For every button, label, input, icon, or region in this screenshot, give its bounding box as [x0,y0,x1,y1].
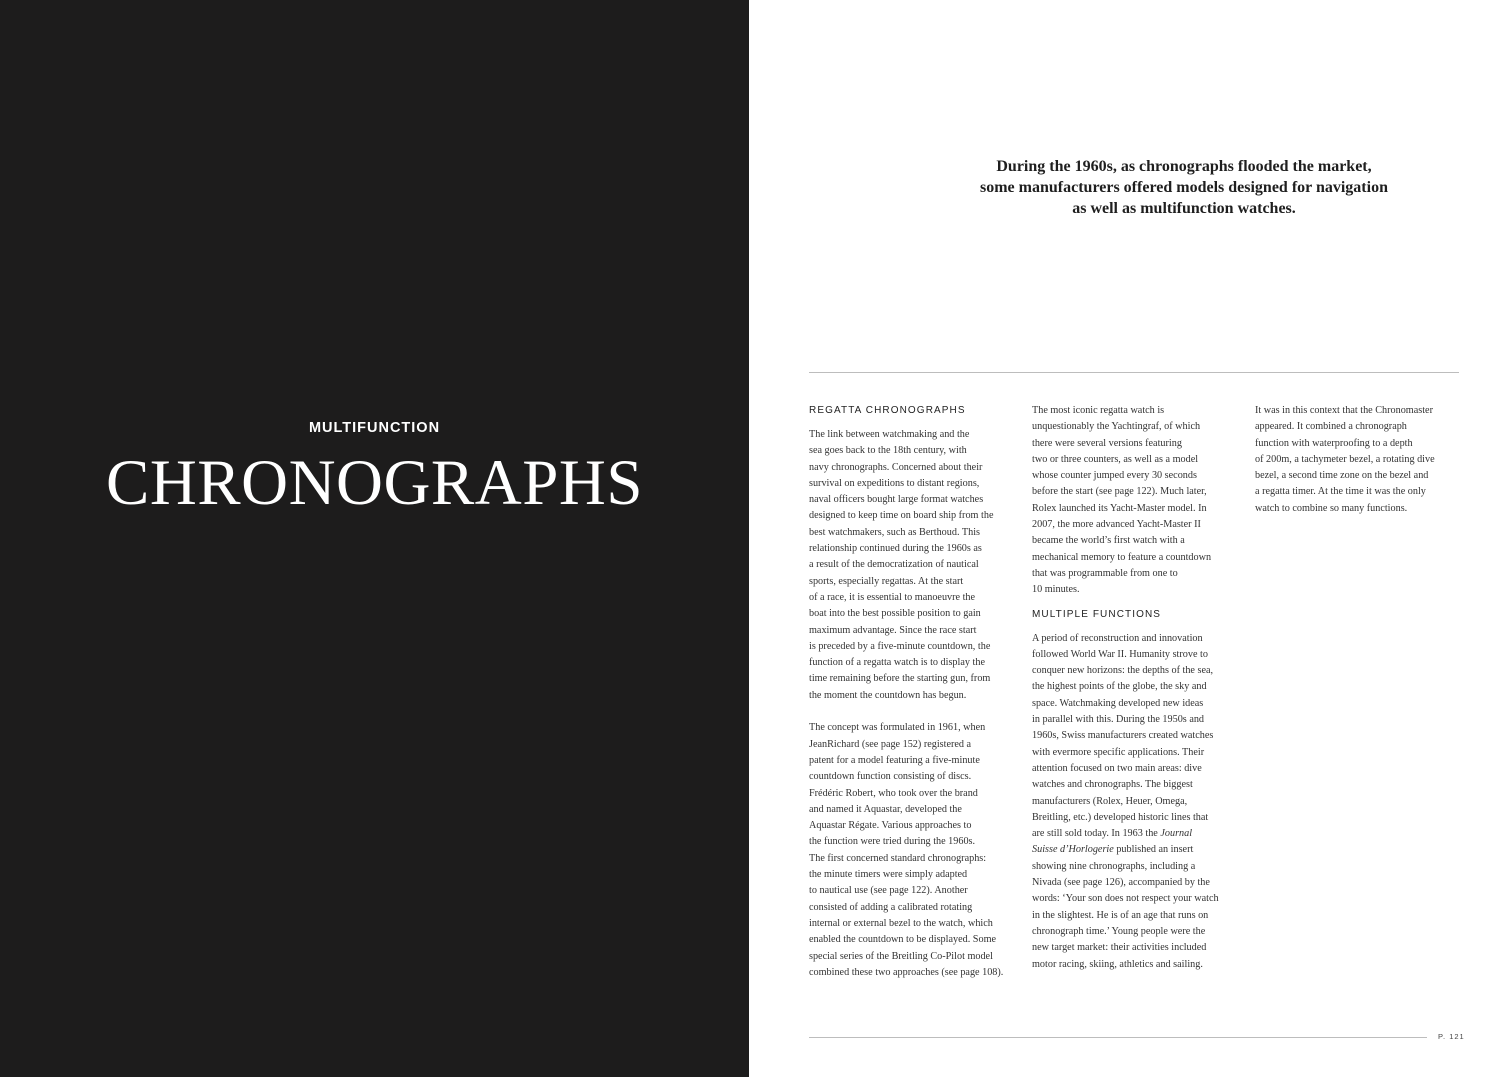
section-heading-multiple-functions: MULTIPLE FUNCTIONS [1032,608,1162,620]
text-line: survival on expeditions to distant regions, [809,477,980,489]
text-line: to nautical use (see page 122). Another [809,885,968,897]
text-line: is preceded by a five-minute countdown, the [809,640,991,652]
intro-line: as well as multifunction watches. [1072,200,1296,217]
text-line [1032,842,1242,858]
text-line: combined these two approaches (see page 108). [809,966,1004,978]
text-line: designed to keep time on board ship from the [809,510,994,522]
text-line: words: ‘Your son does not respect your watch [1032,893,1219,905]
col3-paragraph-1 [1255,403,1465,517]
text-line: bezel, a second time zone on the bezel and [1255,470,1429,482]
text-line: A period of reconstruction and innovation [1032,632,1203,644]
text-line: became the world’s first watch with a [1032,535,1185,547]
text-line: enabled the countdown to be displayed. Some [809,934,997,946]
text-line: appeared. It combined a chronograph [1255,421,1407,433]
text-span: published an insert [1113,844,1194,856]
text-line: the highest points of the globe, the sky and [1032,681,1207,693]
text-line: two or three counters, as well as a model [1032,453,1199,465]
text-line: internal or external bezel to the watch, which [809,917,993,929]
text-line: with evermore specific applications. Their [1032,746,1205,758]
text-line: conquer new horizons: the depths of the sea, [1032,665,1214,677]
text-line: in parallel with this. During the 1950s and [1032,714,1205,726]
right-page [749,0,1500,1077]
text-line: a regatta timer. At the time it was the only [1255,486,1426,498]
text-span: are still sold today. In 1963 the [1032,828,1161,840]
intro-text [869,156,1499,219]
text-line: relationship continued during the 1960s as [809,543,982,555]
text-line: chronograph time.’ Young people were the [1032,925,1206,937]
text-line: function of a regatta watch is to display the [809,657,985,669]
section-heading-regatta: REGATTA CHRONOGRAPHS [809,405,966,416]
text-line: there were several versions featuring [1032,437,1182,449]
text-line: Breitling, etc.) developed historic lines that [1032,811,1209,823]
text-line: 2007, the more advanced Yacht-Master II [1032,519,1201,531]
text-line: watches and chronographs. The biggest [1032,779,1193,791]
text-line: special series of the Breitling Co-Pilot model [809,950,993,962]
text-line: mechanical memory to feature a countdown [1032,551,1212,563]
text-line: boat into the best possible position to gain [809,608,981,620]
text-line: Rolex launched its Yacht-Master model. In [1032,502,1207,514]
text-line: attention focused on two main areas: dive [1032,762,1202,774]
text-line: consisted of adding a calibrated rotating [809,901,973,913]
text-line: motor racing, skiing, athletics and sailing. [1032,958,1203,970]
text-line: The most iconic regatta watch is [1032,405,1165,416]
text-line: best watchmakers, such as Berthoud. This [809,526,980,538]
bottom-divider [809,1037,1427,1038]
text-line: showing nine chronographs, including a [1032,860,1196,872]
text-line: watch to combine so many functions. [1255,502,1408,514]
col2-paragraph-2-b [1032,859,1242,973]
text-line: of a race, it is essential to manoeuvre the [809,591,976,603]
text-line: naval officers bought large format watches [809,494,984,506]
col1-paragraph-1 [809,427,1019,704]
text-column-2 [1032,403,1242,973]
text-line: The link between watchmaking and the [809,429,970,440]
chapter-title: CHRONOGRAPHS [106,447,643,519]
col2-paragraph-2 [1032,631,1242,973]
text-line: It was in this context that the Chronomaster [1255,405,1433,416]
text-line: The first concerned standard chronographs: [809,852,987,864]
text-line: of 200m, a tachymeter bezel, a rotating dive [1255,453,1435,465]
intro-line: some manufacturers offered models designed for navigation [980,179,1388,196]
col2-paragraph-1 [1032,403,1242,599]
intro-line: During the 1960s, as chronographs flooded the market, [996,158,1372,175]
paragraph-gap [809,704,1019,720]
text-line: in the slightest. He is of an age that runs on [1032,909,1209,921]
text-line: unquestionably the Yachtingraf, of which [1032,421,1201,433]
text-line: JeanRichard (see page 152) registered a [809,738,972,750]
text-line: a result of the democratization of nautical [809,559,979,571]
text-line: 1960s, Swiss manufacturers created watches [1032,730,1214,742]
text-line: and named it Aquastar, developed the [809,803,962,815]
col2-paragraph-2-a [1032,631,1242,827]
text-line: the moment the countdown has begun. [809,689,967,701]
text-line: Aquastar Régate. Various approaches to [809,820,972,832]
text-line: navy chronographs. Concerned about their [809,461,983,473]
text-line: that was programmable from one to [1032,567,1178,579]
text-column-1 [809,403,1019,981]
text-line: function with waterproofing to a depth [1255,437,1413,449]
text-line: manufacturers (Rolex, Heuer, Omega, [1032,795,1188,807]
text-line: time remaining before the starting gun, from [809,673,991,685]
chapter-kicker: MULTIFUNCTION [308,420,441,436]
text-line: patent for a model featuring a five-minute [809,754,980,766]
text-line: followed World War II. Humanity strove to [1032,648,1208,660]
text-line: before the start (see page 122). Much later, [1032,486,1207,498]
text-line: countdown function consisting of discs. [809,771,972,783]
text-line: the function were tried during the 1960s. [809,836,976,848]
text-line: 10 minutes. [1032,584,1080,596]
text-line: the minute timers were simply adapted [809,869,968,881]
page-number: P. 121 [1438,1032,1465,1041]
text-line: maximum advantage. Since the race start [809,624,977,636]
text-line: whose counter jumped every 30 seconds [1032,470,1197,482]
text-line [1032,826,1242,842]
left-page [0,0,749,1077]
journal-title-italic: Suisse d’Horlogerie [1032,844,1114,856]
top-divider [809,372,1459,373]
text-line: sea goes back to the 18th century, with [809,445,967,457]
col1-paragraph-2 [809,720,1019,981]
text-line: Nivada (see page 126), accompanied by the [1032,877,1210,889]
text-column-3 [1255,403,1465,517]
journal-title-italic: Journal [1160,828,1193,840]
text-line: new target market: their activities included [1032,942,1207,954]
text-line: Frédéric Robert, who took over the brand [809,787,978,799]
text-line: sports, especially regattas. At the start [809,575,964,587]
text-line: The concept was formulated in 1961, when [809,722,986,734]
text-line: space. Watchmaking developed new ideas [1032,697,1204,709]
